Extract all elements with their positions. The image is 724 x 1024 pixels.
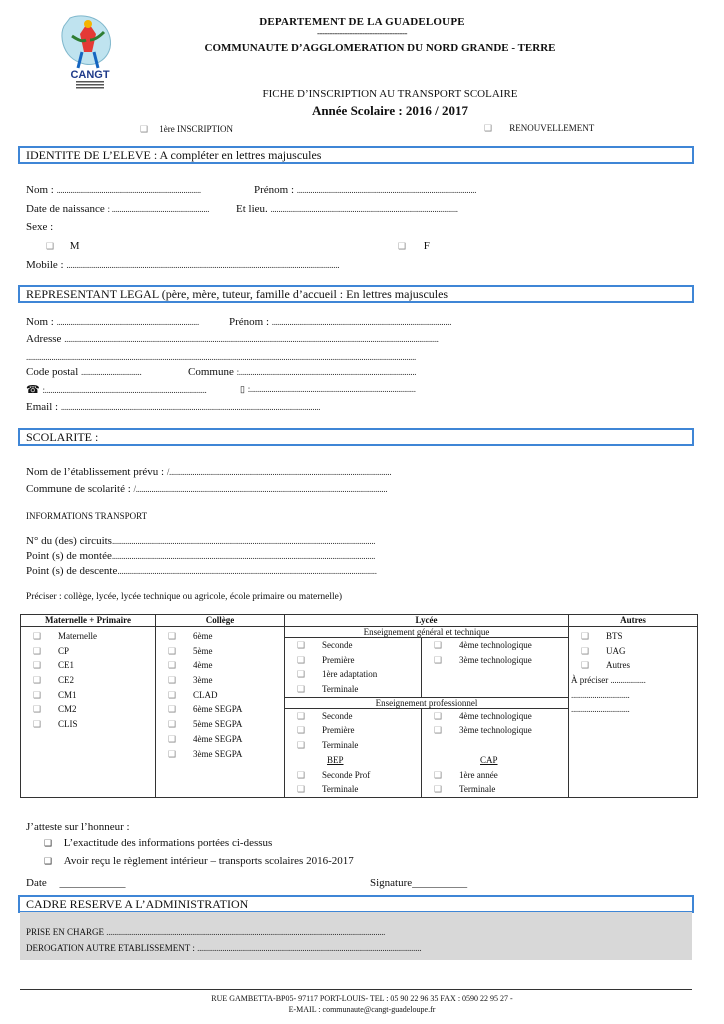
checkbox-icon[interactable]: ❑ [168, 631, 177, 641]
community-title: COMMUNAUTE D’AGGLOMERATION DU NORD GRANDE - TERRE [204, 42, 556, 54]
option-bts[interactable] [571, 629, 695, 644]
guardian-phone-row[interactable] [26, 383, 207, 396]
option-label: Terminale [322, 784, 359, 795]
checkbox-icon[interactable]: ❑ [297, 654, 306, 665]
checkbox-icon[interactable]: ❑ [297, 684, 306, 695]
option-label: 6ème SEGPA [193, 704, 243, 715]
lycee-general-heading: Enseignement général et technique [285, 627, 569, 638]
sex-female-option[interactable] [398, 240, 430, 252]
school-commune-field[interactable]: /................................................................................................................................. [133, 484, 388, 494]
option-label: Seconde Prof [322, 769, 371, 780]
guardian-firstname-row[interactable] [229, 316, 451, 328]
checkbox-icon[interactable]: ❑ [168, 704, 177, 715]
student-firstname-label: Prénom : [254, 184, 295, 196]
precision-field[interactable]: .................. [610, 675, 646, 686]
option-label: 5ème [193, 645, 213, 656]
option-bep-terminale[interactable] [287, 782, 419, 797]
student-mobile-label: Mobile : [26, 259, 64, 271]
checkbox-icon[interactable]: ❑ [33, 704, 42, 715]
form-title: FICHE D’INSCRIPTION AU TRANSPORT SCOLAIRE [262, 88, 518, 100]
school-name-row[interactable] [26, 466, 391, 478]
option-label: 3ème SEGPA [193, 748, 243, 759]
option-label: CM2 [58, 704, 77, 715]
option-label: Terminale [322, 684, 359, 695]
guardian-address-label: Adresse [26, 333, 62, 345]
option-3eme[interactable] [158, 673, 282, 688]
other-precision-row[interactable] [571, 673, 695, 688]
option-pro-seconde[interactable] [287, 709, 419, 724]
admin-coverage-label: PRISE EN CHARGE [26, 927, 105, 937]
email-field[interactable]: ..................................................................................................................................... [60, 402, 321, 412]
student-firstname-field[interactable]: ............................................................................................ [296, 185, 477, 195]
guardian-name-label: Nom : [26, 316, 54, 328]
checkbox-icon[interactable]: ❑ [33, 675, 42, 686]
section-admin-reserved: CADRE RESERVE A L’ADMINISTRATION [18, 895, 694, 913]
checkbox-icon[interactable]: ❑ [168, 675, 177, 686]
option-label: Autres [606, 660, 630, 671]
option-gen-premiere[interactable] [287, 653, 419, 668]
option-label: CE1 [58, 660, 75, 671]
other-precision-field-3[interactable]: .............................. [571, 704, 630, 715]
checkbox-icon[interactable]: ❑ [33, 631, 42, 641]
option-label: Première [322, 725, 355, 736]
signature-field[interactable]: __________ [412, 877, 468, 889]
option-pro-premiere[interactable] [287, 723, 419, 738]
checkbox-icon[interactable]: ❑ [434, 784, 443, 795]
checkbox-icon[interactable]: ❑ [33, 660, 42, 671]
postal-code-label: Code postal [26, 366, 79, 378]
checkbox-icon[interactable]: ❑ [297, 640, 306, 650]
signature-row[interactable] [370, 877, 467, 889]
admin-coverage-row[interactable] [26, 927, 385, 937]
option-clad[interactable] [158, 688, 282, 703]
other-column [569, 627, 698, 798]
primary-column [21, 627, 156, 798]
boarding-point-row[interactable] [26, 550, 375, 562]
option-cap-terminale[interactable] [424, 782, 566, 797]
precision-label: À préciser [571, 675, 609, 686]
sex-male-option[interactable] [46, 240, 80, 252]
option-label: BTS [606, 631, 623, 641]
lycee-general-right [422, 638, 569, 698]
option-label: 1ère année [459, 769, 498, 780]
header-separator: ------------------------------------ [317, 28, 407, 38]
option-label: 3ème [193, 675, 213, 686]
checkbox-icon[interactable]: ❑ [168, 748, 177, 759]
option-label: RENOUVELLEMENT [509, 123, 595, 133]
student-firstname-row[interactable] [254, 184, 476, 196]
department-title: DEPARTEMENT DE LA GUADELOUPE [259, 16, 465, 28]
header-college: Collège [156, 615, 285, 627]
option-label: 5ème SEGPA [193, 719, 243, 730]
checkbox-icon[interactable]: ❑ [434, 769, 443, 780]
attest-accuracy-option[interactable] [44, 837, 272, 849]
checkbox-icon[interactable]: ❑ [434, 654, 443, 665]
checkbox-icon[interactable]: ❑ [168, 733, 177, 744]
commune-field[interactable]: :........................................................................................... [236, 367, 417, 377]
option-cp[interactable] [23, 644, 153, 659]
dropoff-point-row[interactable] [26, 565, 377, 577]
student-birthplace-field[interactable]: ................................................................................................ [270, 204, 458, 214]
admin-derogation-field[interactable]: ................................................................................................................... [197, 943, 422, 953]
option-autres[interactable] [571, 658, 695, 673]
attest-accuracy-label: L’exactitude des informations portées ci-dessus [63, 837, 273, 849]
option-pro-terminale[interactable] [287, 738, 419, 753]
dropoff-point-field[interactable]: ..................................................................................................................................... [117, 566, 377, 576]
guardian-firstname-field[interactable]: ............................................................................................ [271, 317, 452, 327]
student-name-row[interactable] [26, 184, 201, 196]
option-label: 4ème technologique [459, 640, 532, 650]
boarding-point-label: Point (s) de montée [26, 550, 112, 562]
checkbox-icon[interactable]: ❑ [484, 123, 493, 133]
school-name-label: Nom de l’établissement prévu : [26, 466, 165, 478]
option-label: UAG [606, 645, 626, 656]
option-cm2[interactable] [23, 702, 153, 717]
option-maternelle[interactable] [23, 629, 153, 644]
student-dob-row[interactable] [26, 203, 209, 215]
commune-label: Commune [188, 366, 234, 378]
option-label: 1ère adaptation [322, 669, 378, 680]
option-pro-4eme-techno[interactable] [424, 709, 566, 724]
option-cm1[interactable] [23, 688, 153, 703]
school-commune-row[interactable] [26, 483, 387, 495]
checkbox-icon[interactable]: ❑ [33, 689, 42, 700]
footer-email: E-MAIL : communaute@cangt-guadeloupe.fr [288, 1005, 436, 1014]
lycee-pro-left [285, 708, 422, 797]
boarding-point-field[interactable]: ....................................................................................................................................... [111, 551, 376, 561]
attestation-title: J’atteste sur l’honneur : [26, 821, 130, 833]
option-label: Maternelle [58, 631, 97, 641]
header-other: Autres [569, 615, 698, 627]
option-label: 1ère INSCRIPTION [159, 124, 233, 134]
precision-note: Préciser : collège, lycée, lycée technique ou agricole, école primaire ou maternelle) [26, 592, 342, 602]
option-label: 3ème technologique [459, 654, 532, 665]
option-label: CM1 [58, 689, 77, 700]
option-4eme[interactable] [158, 658, 282, 673]
checkbox-icon[interactable]: ❑ [398, 241, 407, 251]
footer-divider [20, 989, 692, 990]
checkbox-icon[interactable]: ❑ [434, 640, 443, 650]
school-commune-label: Commune de scolarité : [26, 483, 131, 495]
guardian-address-row[interactable] [26, 333, 439, 345]
bep-heading: BEP [327, 754, 344, 765]
dropoff-point-label: Point (s) de descente [26, 565, 118, 577]
guardian-name-row[interactable] [26, 316, 199, 328]
student-name-label: Nom : [26, 184, 54, 196]
option-pro-3eme-techno[interactable] [424, 723, 566, 738]
header-lycee: Lycée [285, 615, 569, 627]
footer-address: RUE GAMBETTA-BP05- 97117 PORT-LOUIS- TEL : 05 90 22 96 35 FAX : 0590 22 95 27 - [211, 994, 513, 1003]
date-label: Date [26, 877, 47, 889]
guardian-address-field[interactable]: ................................................................................................................................................................................................ [64, 334, 439, 344]
guardian-address-field-2[interactable]: ........................................................................................................................................................................................................ [26, 352, 417, 362]
lycee-pro-heading: Enseignement professionnel [285, 697, 569, 708]
checkbox-icon[interactable]: ❑ [297, 740, 306, 751]
option-label: CP [58, 645, 70, 656]
transport-info-heading: INFORMATIONS TRANSPORT [26, 511, 148, 521]
checkbox-icon[interactable]: ❑ [33, 719, 42, 730]
option-label: Terminale [322, 740, 359, 751]
sex-female-label: F [423, 240, 430, 252]
option-label: 6ème [193, 631, 213, 641]
phone-field[interactable]: :................................................................................... [42, 385, 207, 395]
student-mobile-row[interactable] [26, 259, 339, 271]
checkbox-icon[interactable]: ❑ [168, 660, 177, 671]
checkbox-icon[interactable]: ❑ [33, 645, 42, 656]
circuit-number-field[interactable]: ....................................................................................................................................... [111, 536, 376, 546]
option-gen-4eme-techno[interactable] [424, 638, 566, 653]
option-6eme-segpa[interactable] [158, 702, 282, 717]
section-schooling: SCOLARITE : [18, 428, 694, 446]
attest-rules-label: Avoir reçu le règlement intérieur – transports scolaires 2016-2017 [63, 855, 354, 867]
header-primary: Maternelle + Primaire [21, 615, 156, 627]
sex-male-label: M [69, 240, 80, 252]
admin-derogation-row[interactable] [26, 943, 421, 953]
checkbox-icon[interactable]: ❑ [168, 689, 177, 700]
guardian-mobile-row[interactable] [240, 383, 416, 395]
checkbox-icon[interactable]: ❑ [297, 669, 306, 680]
signature-label: Signature [370, 877, 413, 889]
option-3eme-segpa[interactable] [158, 747, 282, 762]
checkbox-icon[interactable]: ❑ [297, 710, 306, 721]
circuit-number-label: N° du (des) circuits [26, 535, 112, 547]
checkbox-icon[interactable]: ❑ [44, 838, 53, 848]
guardian-name-field[interactable]: ......................................................................... [56, 317, 199, 327]
checkbox-icon[interactable]: ❑ [297, 769, 306, 780]
other-precision-field-2[interactable]: .............................. [571, 689, 630, 700]
option-first-registration[interactable] [140, 124, 233, 135]
checkbox-icon[interactable]: ❑ [581, 660, 590, 671]
checkbox-icon[interactable]: ❑ [581, 645, 590, 656]
student-dob-label: Date de naissance [26, 203, 105, 215]
checkbox-icon[interactable]: ❑ [434, 725, 443, 736]
checkbox-icon[interactable]: ❑ [434, 710, 443, 721]
option-label: Seconde [322, 640, 353, 650]
checkbox-icon[interactable]: ❑ [581, 631, 590, 641]
school-year: Année Scolaire : 2016 / 2017 [311, 103, 469, 118]
checkbox-icon[interactable]: ❑ [297, 784, 306, 795]
checkbox-icon[interactable]: ❑ [168, 719, 177, 730]
checkbox-icon[interactable]: ❑ [297, 725, 306, 736]
section-student-identity: IDENTITE DE L’ELEVE : A compléter en lettres majuscules [18, 146, 694, 164]
section-legal-guardian: REPRESENTANT LEGAL (père, mère, tuteur, famille d’accueil : En lettres majuscules [18, 285, 694, 303]
student-sex-label: Sexe : [26, 221, 54, 233]
option-uag[interactable] [571, 644, 695, 659]
email-label: Email : [26, 401, 59, 413]
option-ce1[interactable] [23, 658, 153, 673]
option-label: 4ème SEGPA [193, 733, 243, 744]
phone-icon: ☎ [26, 384, 40, 396]
option-label: Terminale [459, 784, 496, 795]
college-column [156, 627, 285, 798]
date-row[interactable] [26, 877, 126, 889]
option-label: 4ème technologique [459, 710, 532, 721]
option-gen-terminale[interactable] [287, 682, 419, 697]
option-gen-3eme-techno[interactable] [424, 653, 566, 668]
guardian-email-row[interactable] [26, 401, 320, 413]
student-birthplace-row[interactable] [236, 203, 458, 215]
mobile-field[interactable]: :..................................................................................... [247, 384, 416, 394]
admin-coverage-field[interactable]: ............................................................................................................................................... [106, 927, 386, 937]
logo-text: CANGT [70, 69, 110, 81]
option-6eme[interactable] [158, 629, 282, 644]
admin-derogation-label: DEROGATION AUTRE ETABLISSEMENT : [26, 943, 195, 953]
attest-rules-option[interactable] [44, 855, 354, 867]
cap-heading: CAP [480, 754, 498, 765]
option-ce2[interactable] [23, 673, 153, 688]
circuit-number-row[interactable] [26, 535, 375, 547]
option-clis[interactable] [23, 717, 153, 732]
option-label: Première [322, 654, 355, 665]
option-bep-seconde-prof[interactable] [287, 768, 419, 783]
student-dob-field[interactable]: : .................................................. [107, 204, 210, 214]
checkbox-icon[interactable]: ❑ [168, 645, 177, 656]
checkbox-icon[interactable]: ❑ [44, 856, 53, 866]
checkbox-icon[interactable]: ❑ [46, 241, 55, 251]
guardian-firstname-label: Prénom : [229, 316, 270, 328]
student-birthplace-label: Et lieu. [236, 203, 268, 215]
option-gen-seconde[interactable] [287, 638, 419, 653]
option-5eme-segpa[interactable] [158, 717, 282, 732]
option-label: 4ème [193, 660, 213, 671]
option-label: 3ème technologique [459, 725, 532, 736]
option-label: Seconde [322, 710, 353, 721]
mobile-phone-icon: ▯ [240, 384, 245, 394]
option-label: CLIS [58, 719, 78, 730]
lycee-general-left [285, 638, 422, 698]
school-name-field[interactable]: /.................................................................................................................. [166, 467, 392, 477]
option-renewal[interactable] [484, 123, 594, 134]
option-cap-1ere-annee[interactable] [424, 768, 566, 783]
option-label: CLAD [193, 689, 218, 700]
lycee-pro-right [422, 708, 569, 797]
student-name-field[interactable]: .......................................................................... [56, 185, 201, 195]
guardian-postal-code-row[interactable] [26, 366, 141, 378]
student-mobile-field[interactable]: ............................................................................................................................................ [66, 260, 340, 270]
postal-code-field[interactable]: ............................... [81, 367, 142, 377]
schooling-level-table [20, 614, 698, 798]
option-label: CE2 [58, 675, 75, 686]
option-4eme-segpa[interactable] [158, 732, 282, 747]
checkbox-icon[interactable]: ❑ [140, 124, 149, 134]
date-field[interactable]: ____________ [59, 877, 126, 889]
guardian-commune-row[interactable] [188, 366, 416, 378]
option-gen-adaptation[interactable] [287, 667, 419, 682]
option-5eme[interactable] [158, 644, 282, 659]
